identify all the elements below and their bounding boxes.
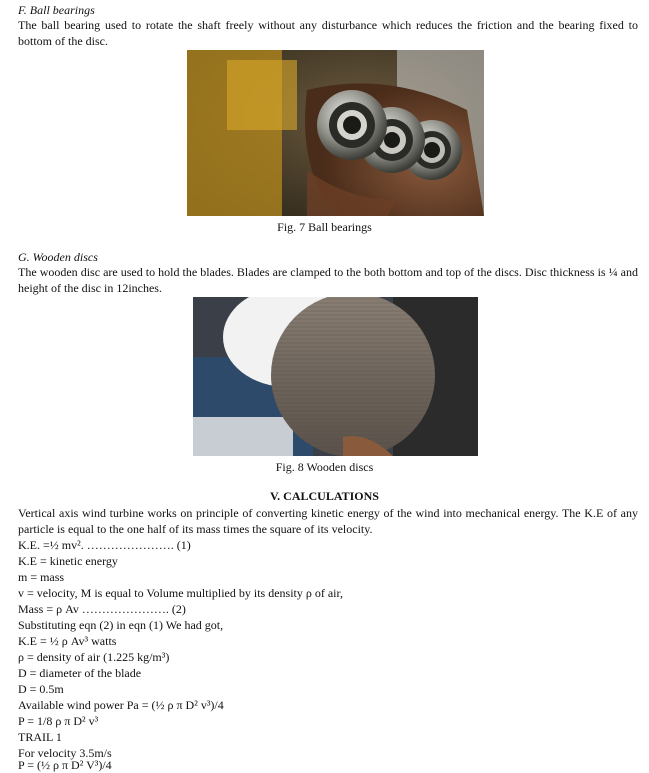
equation-line: Mass = ρ Av …………………. (2) — [18, 602, 186, 616]
definition-line: v = velocity, M is equal to Volume multiplied by its density ρ of air, — [18, 586, 344, 600]
calc-intro: Vertical axis wind turbine works on principle of converting kinetic energy of the wind into mechanical energy. The K.E of any particle is equal to the one half of its mass times the square of its velocity. — [18, 506, 638, 536]
text-line: Substituting eqn (2) in eqn (1) We had got, — [18, 618, 224, 632]
fig8-caption: Fig. 8 Wooden discs — [275, 460, 374, 474]
fig7-caption: Fig. 7 Ball bearings — [277, 220, 372, 234]
section-g-paragraph: The wooden disc are used to hold the blades. Blades are clamped to the both bottom and top of the discs. Disc thickness is ¼ and height of the disc in 12inches. — [18, 265, 638, 295]
definition-line: ρ = density of air (1.225 kg/m³) — [18, 650, 170, 664]
section-f-heading: F. Ball bearings — [18, 3, 95, 17]
equation-line: Available wind power Pa = (½ ρ π D² v³)/4 — [18, 698, 224, 712]
trial-label: TRAIL 1 — [18, 730, 62, 744]
text-line: For velocity 3.5m/s — [18, 746, 112, 760]
equation-line: K.E. =½ mv². …………………. (1) — [18, 538, 191, 552]
section-f-paragraph: The ball bearing used to rotate the shaft freely without any disturbance which reduces the friction and the bearing fixed to bottom of the disc. — [18, 18, 638, 48]
wooden-disc-photo — [193, 297, 478, 456]
definition-line: D = 0.5m — [18, 682, 64, 696]
definition-line: m = mass — [18, 570, 65, 584]
equation-line: P = (½ ρ π D² V³)/4 — [18, 758, 112, 772]
section-g-heading: G. Wooden discs — [18, 250, 98, 264]
equation-line: K.E = ½ ρ Av³ watts — [18, 634, 117, 648]
definition-line: K.E = kinetic energy — [18, 554, 118, 568]
equation-line: P = 1/8 ρ π D² v³ — [18, 714, 99, 728]
ball-bearings-photo — [187, 50, 484, 216]
definition-line: D = diameter of the blade — [18, 666, 142, 680]
section-title: V. CALCULATIONS — [270, 489, 379, 503]
